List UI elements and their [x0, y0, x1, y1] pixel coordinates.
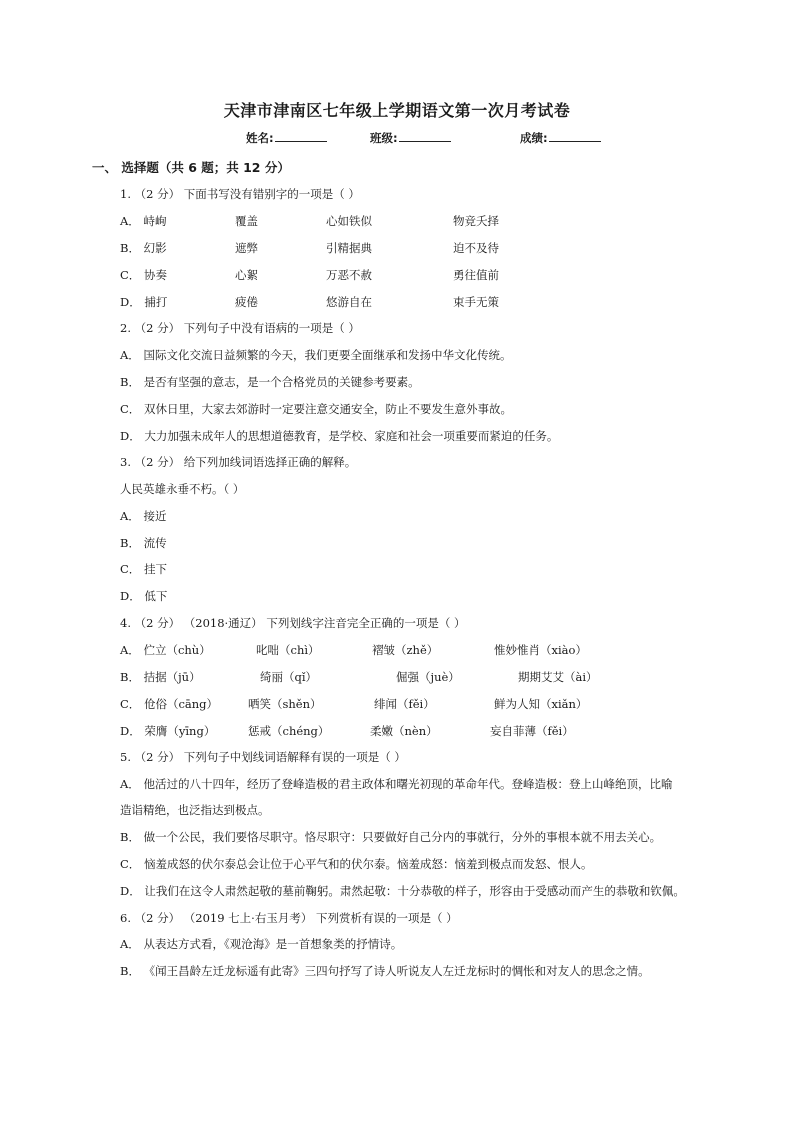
q1-option-c-word4: 勇往值前: [453, 268, 499, 282]
q1-option-d-word4: 束手无策: [453, 295, 499, 309]
q4-option-d-word2: 惩戒（chéng）: [248, 724, 330, 738]
q4-option-d-word4: 妄自菲薄（fěi）: [490, 724, 574, 738]
q6-option-b: B． 《闻王昌龄左迁龙标遥有此寄》三四句抒写了诗人听说友人左迁龙标时的惆怅和对友人的思念之情。: [120, 964, 650, 978]
q1-option-b-word4: 迫不及待: [453, 241, 499, 255]
q5-option-b: B． 做一个公民，我们要恪尽职守。恪尽职守：只要做好自己分内的事就行，分外的事根本就不用去关心。: [120, 830, 662, 844]
class-label: 班级:: [370, 131, 398, 145]
exam-title: 天津市津南区七年级上学期语文第一次月考试卷: [223, 101, 571, 120]
question-2-stem: 2. （2 分） 下列句子中没有语病的一项是（ ）: [120, 321, 360, 335]
q1-option-d: D． 捕打: [120, 295, 168, 309]
class-field: [370, 130, 451, 146]
q4-option-d-word3: 柔嫩（nèn）: [370, 724, 438, 738]
q1-option-a: A． 峙峋: [120, 214, 167, 228]
q4-option-b-word2: 绮丽（qǐ）: [260, 670, 318, 684]
q1-option-b-word2: 遮弊: [235, 241, 258, 255]
name-field: [246, 130, 327, 146]
q3-sentence: 人民英雄永垂不朽。（ ）: [120, 482, 245, 496]
q4-option-b-word4: 期期艾艾（ài）: [518, 670, 598, 684]
section-heading: 一、 选择题（共 6 题；共 12 分）: [92, 160, 290, 175]
q4-option-a-word4: 惟妙惟肖（xiào）: [494, 643, 587, 657]
question-1-stem: 1. （2 分） 下面书写没有错别字的一项是（ ）: [120, 187, 360, 201]
q1-option-d-word2: 疲倦: [235, 295, 258, 309]
q4-option-c-word3: 绯闻（fěi）: [374, 697, 435, 711]
class-blank: [399, 130, 451, 142]
name-blank: [275, 130, 327, 142]
q3-option-d: D． 低下: [120, 589, 168, 603]
q4-option-c-word4: 鲜为人知（xiǎn）: [494, 697, 588, 711]
q1-option-a-word4: 物竞夭择: [453, 214, 499, 228]
q1-option-c-word3: 万恶不赦: [326, 268, 372, 282]
score-label: 成绩:: [520, 131, 548, 145]
q4-option-a-word3: 褶皱（zhě）: [372, 643, 439, 657]
q1-option-b: B． 幻影: [120, 241, 167, 255]
question-3-stem: 3. （2 分） 给下列加线词语选择正确的解释。: [120, 455, 357, 469]
q5-option-a: A． 他活过的八十四年，经历了登峰造极的君主政体和曙光初现的革命年代。登峰造极：登上山峰绝顶，比喻: [120, 777, 673, 791]
q3-option-c: C． 挂下: [120, 562, 167, 576]
question-4-stem: 4. （2 分） （2018·通辽） 下列划线字注音完全正确的一项是（ ）: [120, 616, 466, 630]
q1-option-c-word2: 心絮: [235, 268, 258, 282]
q5-option-d: D． 让我们在这令人肃然起敬的墓前鞠躬。肃然起敬：十分恭敬的样子，形容由于受感动而产生的恭敬和钦佩。: [120, 884, 685, 898]
q1-option-a-word3: 心如铁似: [326, 214, 372, 228]
question-5-stem: 5. （2 分） 下列句子中划线词语解释有误的一项是（ ）: [120, 750, 406, 764]
q2-option-d: D． 大力加强未成年人的思想道德教育，是学校、家庭和社会一项重要而紧迫的任务。: [120, 429, 559, 443]
q2-option-b: B． 是否有坚强的意志，是一个合格党员的关键参考要素。: [120, 375, 420, 389]
q4-option-c-word2: 哂笑（shěn）: [248, 697, 322, 711]
q1-option-c: C． 协奏: [120, 268, 167, 282]
name-label: 姓名:: [246, 131, 274, 145]
q4-option-a: A． 伫立（chù）: [120, 643, 211, 657]
q4-option-a-word2: 叱咄（chì）: [256, 643, 320, 657]
q1-option-d-word3: 悠游自在: [326, 295, 372, 309]
q1-option-a-word2: 覆盖: [235, 214, 258, 228]
score-field: [520, 130, 601, 146]
q1-option-b-word3: 引精据典: [326, 241, 372, 255]
q3-option-b: B． 流传: [120, 536, 167, 550]
q4-option-b: B． 拮据（jū）: [120, 670, 201, 684]
q4-option-c: C． 伧俗（cāng）: [120, 697, 219, 711]
q5-option-a-continued: 造诣精绝，也泛指达到极点。: [120, 803, 270, 817]
q4-option-b-word3: 倔强（juè）: [396, 670, 460, 684]
question-6-stem: 6. （2 分） （2019 七上·右玉月考） 下列赏析有误的一项是（ ）: [120, 911, 458, 925]
score-blank: [549, 130, 601, 142]
q6-option-a: A． 从表达方式看，《观沧海》是一首想象类的抒情诗。: [120, 937, 403, 951]
q4-option-d: D． 荣膺（yīng）: [120, 724, 216, 738]
q2-option-a: A． 国际文化交流日益频繁的今天，我们更要全面继承和发扬中华文化传统。: [120, 348, 512, 362]
q5-option-c: C． 恼羞成怒的伏尔泰总会让位于心平气和的伏尔泰。恼羞成怒：恼羞到极点而发怒、恨人。: [120, 857, 593, 871]
q2-option-c: C． 双休日里，大家去郊游时一定要注意交通安全，防止不要发生意外事故。: [120, 402, 512, 416]
q3-option-a: A． 接近: [120, 509, 167, 523]
